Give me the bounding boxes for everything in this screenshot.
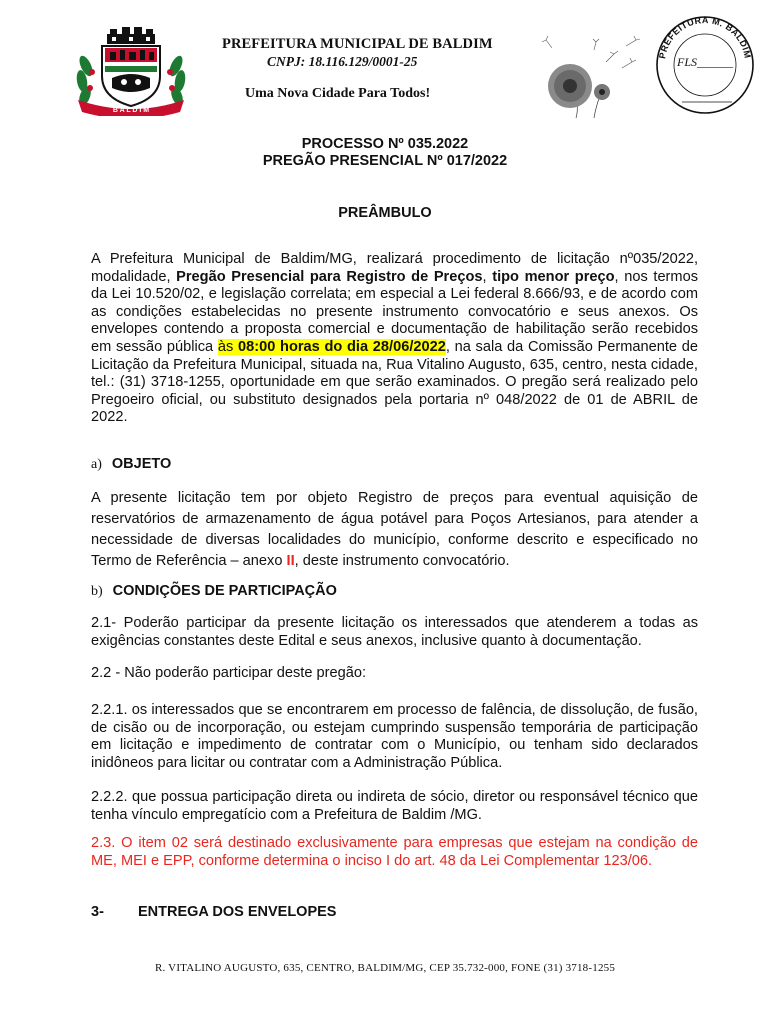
preambulo-separator: ,	[482, 268, 493, 285]
item-2-3: 2.3. O item 02 será destinado exclusivamente para empresas que estejam na condição de ME, MEI e EPP, conforme determina o inciso I do art. 48 da Lei Complementar 123/06.	[91, 835, 698, 869]
objeto-text: A presente licitação tem por objeto Registro de preços para eventual aquisição de reservatórios de armazenamento de água potável para Poços Artesianos, para atender a necessidade de diversas localidades do município, conforme descrito e especificado no Termo de Referência – anexo	[91, 490, 698, 569]
header-org-name: PREFEITURA MUNICIPAL DE BALDIM	[222, 36, 493, 52]
section-a-marker: a)	[91, 457, 102, 472]
preambulo-modalidade: Pregão Presencial para Registro de Preços	[176, 268, 483, 285]
stamp-fls-label: FLS______	[676, 55, 734, 69]
dandelion-illustration	[536, 34, 646, 120]
objeto-anexo-ref: II	[286, 553, 295, 569]
item-2-2-1: 2.2.1. os interessados que se encontrarem em processo de falência, de dissolução, de fusão, de cisão ou de incorporação, ou estejam cumprindo suspensão temporária de participação em licitação e impedimento de contratar com o Município, ou tenham sido declarados inidôneos para licitar ou contratar com a Administração Pública.	[91, 702, 698, 771]
section-3-heading	[91, 904, 336, 920]
preambulo-text-2: , nos termos da Lei 10.520/02, e legislação correlata; em especial a Lei federal 8.666/93, e de acordo com as condições estabelecidas no presente instrumento convocatório e seus anexos. Os envelopes contendo a proposta comercial e documentação de habilitação serão recebidos em sessão pública	[91, 268, 698, 355]
preambulo-paragraph	[91, 251, 698, 427]
stamp-ring-text: PREFEITURA M. BALDIM	[657, 15, 753, 60]
objeto-paragraph	[91, 488, 698, 572]
header-cnpj: CNPJ: 18.116.129/0001-25	[267, 54, 418, 69]
preambulo-session-datetime: 08:00 horas do dia 28/06/2022	[238, 338, 446, 355]
footer-address: R. VITALINO AUGUSTO, 635, CENTRO, BALDIM/MG, CEP 35.732-000, FONE (31) 3718-1255	[154, 962, 616, 974]
municipal-crest-logo	[72, 26, 190, 116]
objeto-text-end: , deste instrumento convocatório.	[294, 553, 510, 569]
item-2-2-2: 2.2.2. que possua participação direta ou indireta de sócio, diretor ou responsável técnico que tenha vínculo empregatício com a Prefeitura de Baldim /MG.	[91, 789, 698, 823]
item-2-2: 2.2 - Não poderão participar deste pregão:	[91, 665, 367, 681]
section-3-title: ENTREGA DOS ENVELOPES	[138, 904, 337, 920]
preambulo-heading: PREÂMBULO	[338, 205, 432, 221]
header-slogan: Uma Nova Cidade Para Todos!	[245, 86, 431, 101]
section-3-marker: 3-	[91, 904, 104, 920]
crest-ribbon-text: B A L D I M	[112, 107, 150, 114]
section-b-heading	[91, 583, 337, 600]
section-b-marker: b)	[91, 584, 103, 599]
pregao-number-title: PREGÃO PRESENCIAL Nº 017/2022	[262, 153, 508, 169]
section-a-title: OBJETO	[111, 456, 172, 472]
preambulo-highlight-prefix: às	[217, 338, 238, 355]
section-a-heading	[91, 456, 171, 473]
preambulo-tipo: tipo menor preço	[492, 268, 615, 285]
preambulo-text-1: A Prefeitura Municipal de Baldim/MG, realizará procedimento de licitação nº035/2022, modalidade,	[91, 251, 698, 285]
item-2-1: 2.1- Poderão participar da presente licitação os interessados que atenderem a todas as exigências constantes deste Edital e seus anexos, inclusive quanto à documentação.	[91, 615, 698, 649]
processo-number-title: PROCESSO Nº 035.2022	[301, 136, 469, 152]
fls-page-stamp	[654, 14, 756, 116]
section-b-title: CONDIÇÕES DE PARTICIPAÇÃO	[112, 583, 337, 599]
preambulo-text-3: , na sala da Comissão Permanente de Licitação da Prefeitura Municipal, situada na, Rua Vitalino Augusto, 635, centro, nesta cidade, tel.: (31) 3718-1255, oportunidade em que serão examinados. O pregão será realizado pelo Pregoeiro oficial, ou substituto designados pela portaria nº 048/2022 de 01 de ABRIL de 2022.	[91, 338, 698, 426]
